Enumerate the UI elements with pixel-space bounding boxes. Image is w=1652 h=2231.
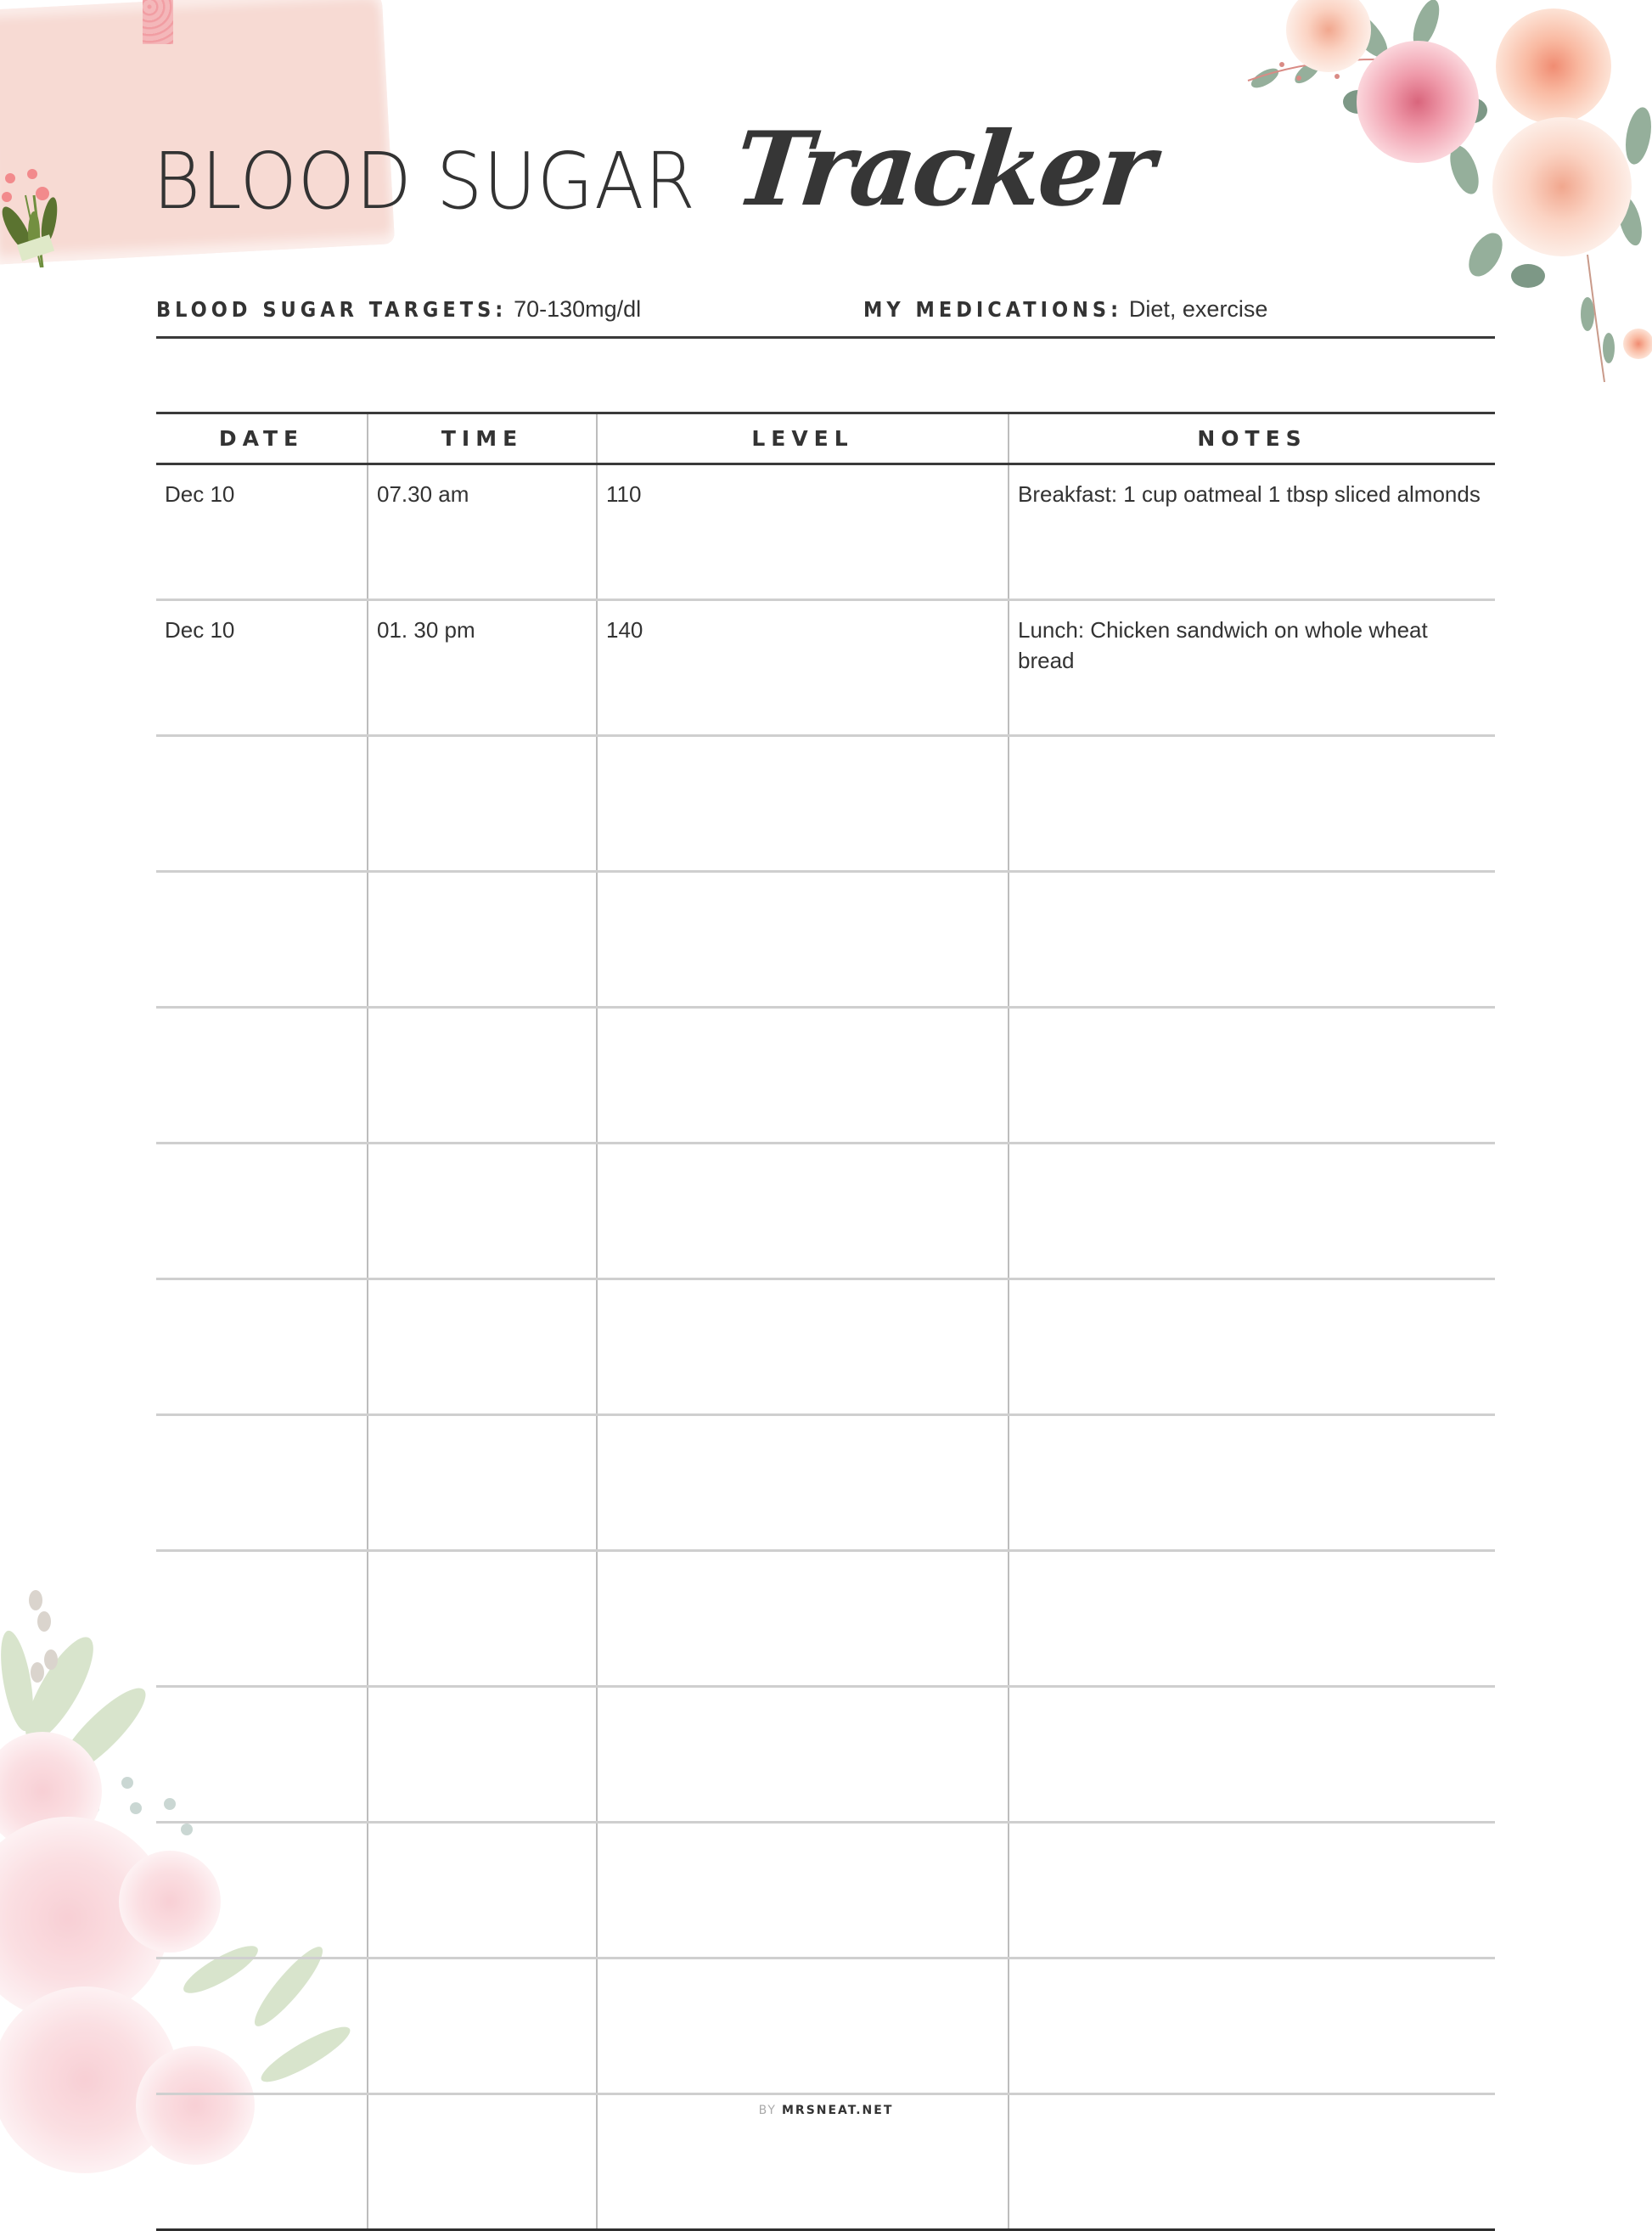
- cell-date[interactable]: Dec 10: [156, 600, 368, 736]
- cell-time[interactable]: 01. 30 pm: [368, 600, 597, 736]
- cell-notes[interactable]: [1009, 1008, 1495, 1144]
- cell-level[interactable]: [597, 872, 1009, 1008]
- cell-date[interactable]: [156, 872, 368, 1008]
- cell-date[interactable]: [156, 1415, 368, 1551]
- cell-date[interactable]: [156, 736, 368, 872]
- blood-sugar-log-table: [156, 412, 1495, 2231]
- roses-bouquet-decoration: [1231, 0, 1652, 399]
- footer-by: BY: [758, 2104, 777, 2117]
- column-header-level: LEVEL: [597, 413, 1009, 464]
- table-row: [156, 1823, 1495, 1958]
- medications-label: MY MEDICATIONS:: [863, 297, 1123, 322]
- table-row: [156, 464, 1495, 600]
- cell-notes[interactable]: [1009, 872, 1495, 1008]
- cell-date[interactable]: [156, 1687, 368, 1823]
- cell-notes[interactable]: [1009, 1415, 1495, 1551]
- cell-time[interactable]: [368, 1823, 597, 1958]
- table-row: [156, 1144, 1495, 1279]
- cell-date[interactable]: [156, 1144, 368, 1279]
- cell-date[interactable]: [156, 1279, 368, 1415]
- cell-time[interactable]: [368, 1279, 597, 1415]
- cell-level[interactable]: [597, 1958, 1009, 2094]
- table-row: [156, 1958, 1495, 2094]
- column-header-notes: NOTES: [1009, 413, 1495, 464]
- cell-notes[interactable]: [1009, 736, 1495, 872]
- page-title: [153, 110, 1157, 229]
- cell-time[interactable]: [368, 1958, 597, 2094]
- flower-sprig-icon: [0, 161, 68, 272]
- cell-notes[interactable]: [1009, 1687, 1495, 1823]
- title-script: Tracker: [728, 110, 1157, 229]
- cell-time[interactable]: [368, 736, 597, 872]
- cell-date[interactable]: Dec 10: [156, 464, 368, 600]
- table-row: [156, 1279, 1495, 1415]
- column-header-date: DATE: [156, 413, 368, 464]
- cell-level[interactable]: [597, 1008, 1009, 1144]
- footer-site: MRSNEAT.NET: [781, 2104, 894, 2117]
- table-row: [156, 736, 1495, 872]
- cell-level[interactable]: [597, 1279, 1009, 1415]
- cell-date[interactable]: [156, 1823, 368, 1958]
- table-row: [156, 1415, 1495, 1551]
- table-row: [156, 600, 1495, 736]
- table-row: [156, 1551, 1495, 1687]
- cell-notes[interactable]: [1009, 1958, 1495, 2094]
- cell-notes[interactable]: [1009, 1551, 1495, 1687]
- footer-credit: [0, 2104, 1652, 2117]
- cell-time[interactable]: 07.30 am: [368, 464, 597, 600]
- cell-notes[interactable]: [1009, 1823, 1495, 1958]
- column-header-time: TIME: [368, 413, 597, 464]
- cell-time[interactable]: [368, 872, 597, 1008]
- cell-time[interactable]: [368, 1551, 597, 1687]
- medications-value[interactable]: Diet, exercise: [1128, 296, 1268, 322]
- cell-notes[interactable]: Breakfast: 1 cup oatmeal 1 tbsp sliced almonds: [1009, 464, 1495, 600]
- cell-level[interactable]: [597, 736, 1009, 872]
- cell-level[interactable]: 140: [597, 600, 1009, 736]
- cell-time[interactable]: [368, 1008, 597, 1144]
- cell-level[interactable]: [597, 1687, 1009, 1823]
- cell-notes[interactable]: Lunch: Chicken sandwich on whole wheat bread: [1009, 600, 1495, 736]
- table-row: [156, 1008, 1495, 1144]
- washi-tape-decoration: [143, 0, 173, 44]
- cell-date[interactable]: [156, 1958, 368, 2094]
- targets-label: BLOOD SUGAR TARGETS:: [156, 297, 508, 322]
- info-row: [156, 289, 1495, 339]
- cell-date[interactable]: [156, 1008, 368, 1144]
- cell-level[interactable]: [597, 1415, 1009, 1551]
- table-header-row: [156, 413, 1495, 464]
- cell-level[interactable]: [597, 1823, 1009, 1958]
- cell-notes[interactable]: [1009, 1279, 1495, 1415]
- targets-value[interactable]: 70-130mg/dl: [514, 296, 642, 322]
- cell-level[interactable]: [597, 1144, 1009, 1279]
- cell-time[interactable]: [368, 1415, 597, 1551]
- targets-field[interactable]: [156, 295, 641, 323]
- title-main: BLOOD SUGAR: [153, 136, 696, 227]
- cell-level[interactable]: 110: [597, 464, 1009, 600]
- cell-notes[interactable]: [1009, 1144, 1495, 1279]
- medications-field[interactable]: [863, 295, 1267, 323]
- table-row: [156, 872, 1495, 1008]
- cell-level[interactable]: [597, 1551, 1009, 1687]
- table-row: [156, 1687, 1495, 1823]
- cell-time[interactable]: [368, 1687, 597, 1823]
- cell-date[interactable]: [156, 1551, 368, 1687]
- cell-time[interactable]: [368, 1144, 597, 1279]
